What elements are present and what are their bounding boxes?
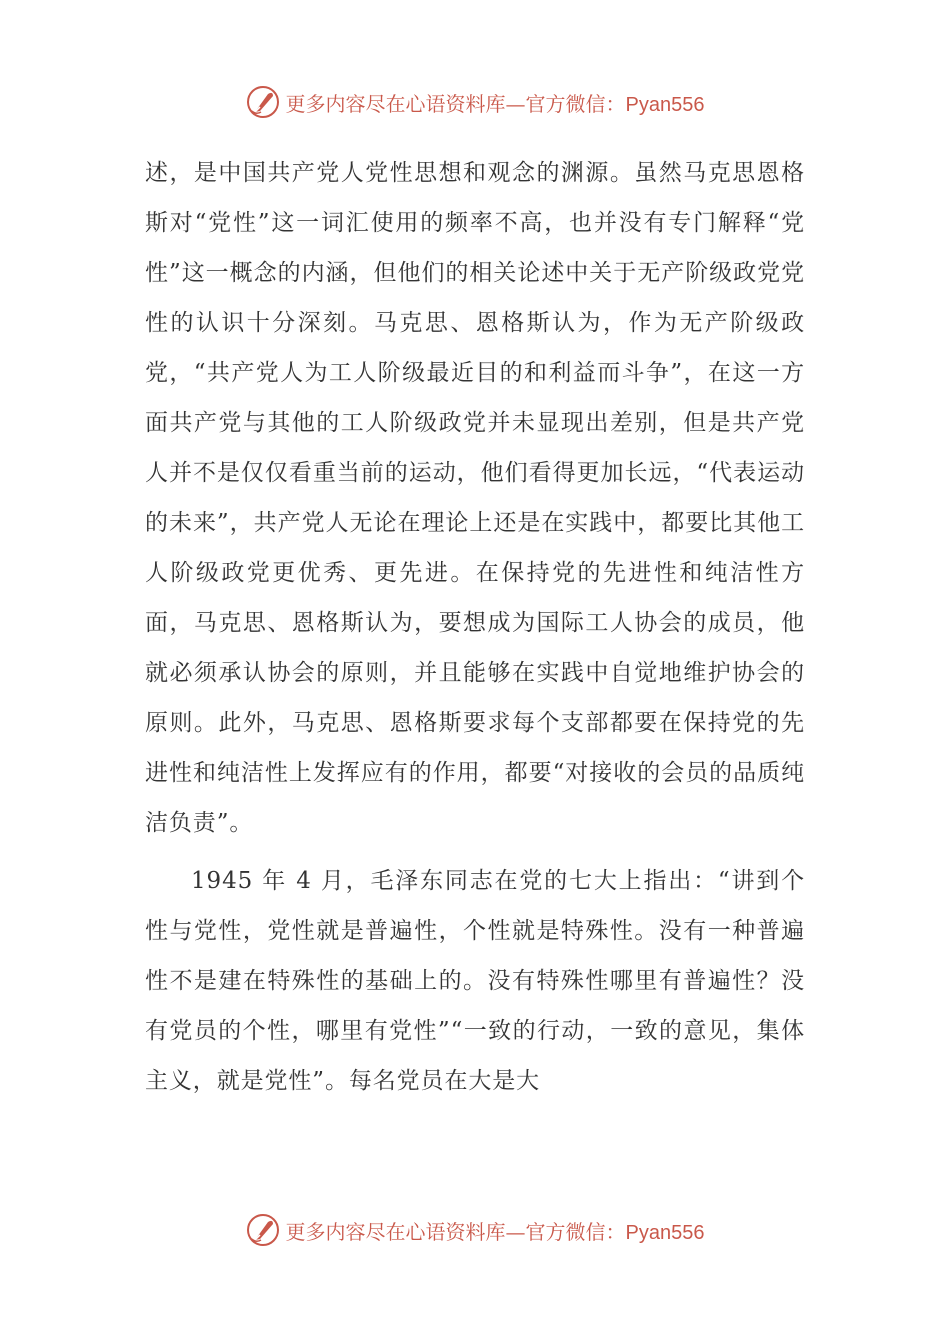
header-label: 官方微信： — [525, 91, 626, 116]
footer-separator: — — [505, 1219, 526, 1244]
header-wechat-id: Pyan556 — [625, 93, 705, 116]
header-banner — [0, 82, 950, 122]
footer-label: 官方微信： — [525, 1219, 626, 1244]
quill-pen-icon — [246, 1213, 280, 1247]
footer-text — [286, 1216, 705, 1245]
quill-pen-icon — [246, 85, 280, 119]
header-separator: — — [505, 91, 526, 116]
paragraph-2: 1945 年 4 月，毛泽东同志在党的七大上指出：“讲到个性与党性，党性就是普遍性，个性就是特殊性。没有一种普遍性不是建在特殊性的基础上的。没有特殊性哪里有普遍性？没有党员的个性，哪里有党性”“一致的行动，一致的意见，集体主义，就是党性”。每名党员在大是大 — [145, 868, 805, 1094]
footer-wechat-id: Pyan556 — [625, 1221, 705, 1244]
header-prefix: 更多内容尽在心语资料库 — [285, 91, 506, 116]
footer-banner — [0, 1210, 950, 1250]
footer-prefix: 更多内容尽在心语资料库 — [285, 1219, 506, 1244]
document-body — [145, 148, 805, 1106]
paragraph-1: 述，是中国共产党人党性思想和观念的渊源。虽然马克思恩格斯对“党性”这一词汇使用的频率不高，也并没有专门解释“党性”这一概念的内涵，但他们的相关论述中关于无产阶级政党党性的认识十分深刻。马克思、恩格斯认为，作为无产阶级政党，“共产党人为工人阶级最近目的和利益而斗争”，在这一方面共产党与其他的工人阶级政党并未显现出差别，但是共产党人并不是仅仅看重当前的运动，他们看得更加长远，“代表运动的未来”，共产党人无论在理论上还是在实践中，都要比其他工人阶级政党更优秀、更先进。在保持党的先进性和纯洁性方面，马克思、恩格斯认为，要想成为国际工人协会的成员，他就必须承认协会的原则，并且能够在实践中自觉地维护协会的原则。此外，马克思、恩格斯要求每个支部都要在保持党的先进性和纯洁性上发挥应有的作用，都要“对接收的会员的品质纯洁负责”。 — [145, 160, 805, 836]
header-text — [286, 88, 705, 117]
